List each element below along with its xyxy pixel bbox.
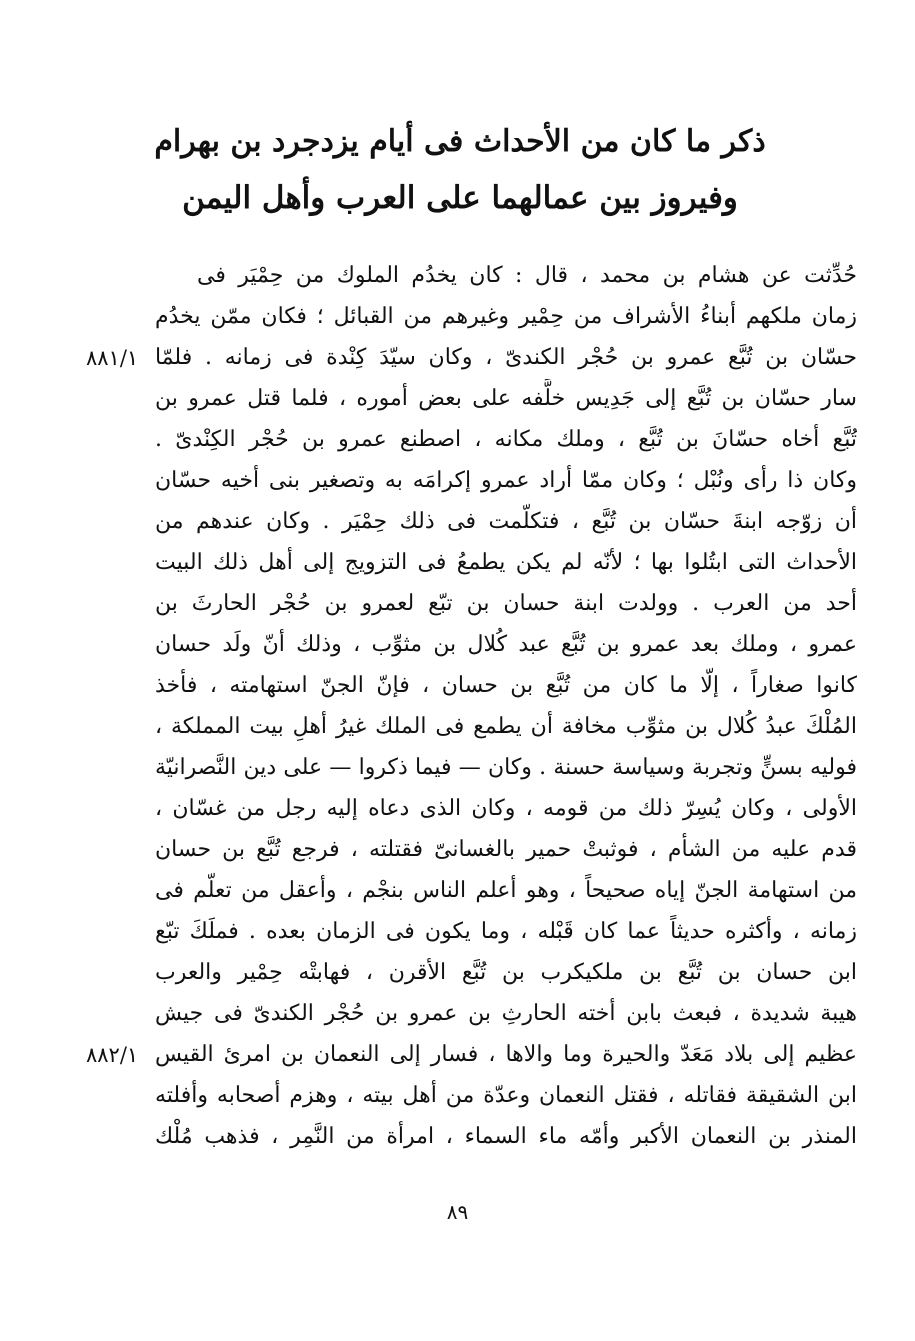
- text-line: حسّان بن تُبَّع عمرو بن حُجْر الكندىّ ، وكان سيّدَ كِنْدة فى زمانه . فلمّا: [155, 345, 857, 370]
- text-line: المُلْكَ عبدُ كُلال بن مثوِّب مخافة أن يطمع فى الملك غيرُ أهلِ بيت المملكة ،: [155, 714, 857, 739]
- text-line: المنذر بن النعمان الأكبر وأمّه ماء السماء ، امرأة من النَّمِر ، فذهب مُلْك: [155, 1124, 857, 1149]
- text-line: ابن الشقيقة فقاتله ، فقتل النعمان وعدّة من أهل بيته ، وهزم أصحابه وأفلته: [155, 1083, 857, 1108]
- text-line: هيبة شديدة ، فبعث بابن أخته الحارثِ بن عمرو بن حُجْر الكندىّ فى جيش: [155, 1001, 857, 1026]
- margin-reference: ٨٨٢/١: [86, 1043, 139, 1067]
- text-line: كانوا صغاراً ، إلّا ما كان من تُبَّع بن حسان ، فإنّ الجنّ استهامته ، فأخذ: [155, 673, 857, 698]
- text-line: عمرو ، وملك بعد عمرو بن تُبَّع عبد كُلال بن مثوِّب ، وذلك أنّ ولَد حسان: [155, 632, 857, 657]
- text-line: عظيم إلى بلاد مَعَدّ والحيرة وما والاها ، فسار إلى النعمان بن امرئ القيس: [155, 1042, 857, 1067]
- chapter-heading-line-2: وفيروز بين عمالهما على العرب وأهل اليمن: [182, 180, 738, 216]
- text-line: زمان ملكهم أبناءُ الأشراف من حِمْير وغيرهم من القبائل ؛ فكان ممّن يخدُم: [155, 304, 857, 329]
- text-line: قدم عليه من الشأم ، فوثبتْ حمير بالغسانىّ فقتلته ، فرجع تُبَّع بن حسان: [155, 837, 857, 862]
- text-line: زمانه ، وأكثره حديثاً عما كان قَبْله ، وما يكون فى الزمان بعده . فملَكَ تبّع: [155, 919, 857, 944]
- text-line: ابن حسان بن تُبَّع بن ملكيكرب بن تُبَّع الأقرن ، فهابتْه حِمْير والعرب: [155, 960, 857, 985]
- text-line: أحد من العرب . وولدت ابنة حسان بن تبّع لعمرو بن حُجْر الحارثَ بن: [155, 591, 857, 616]
- text-line: من استهامة الجنّ إياه صحيحاً ، وهو أعلم الناس بنجْم ، وأعقل من تعلّم فى: [155, 878, 857, 903]
- text-line: وكان ذا رأى ونُبْل ؛ وكان ممّا أراد عمرو إكرامَه به وتصغير بنى أخيه حسّان: [155, 468, 857, 493]
- text-line: تُبَّع أخاه حسّانَ بن تُبَّع ، وملك مكانه ، اصطنع عمرو بن حُجْر الكِنْدىّ .: [155, 427, 857, 452]
- text-line: الأولى ، وكان يُسِرّ ذلك من قومه ، وكان الذى دعاه إليه رجل من غسّان ،: [155, 796, 857, 821]
- text-line: الأحداث التى ابتُلوا بها ؛ لأنّه لم يكن يطمعُ فى التزويج إلى أهل ذلك البيت: [155, 550, 857, 575]
- margin-reference: ٨٨١/١: [86, 346, 139, 370]
- page-number: ٨٩: [446, 1200, 469, 1224]
- text-line: سار حسّان بن تُبَّع إلى جَدِيس خلَّفه على بعض أموره ، فلما قتل عمرو بن: [155, 386, 857, 411]
- text-line: أن زوّجه ابنةَ حسّان بن تُبَّع ، فتكلّمت فى ذلك حِمْيَر . وكان عندهم من: [155, 509, 857, 534]
- text-line: حُدِّثت عن هشام بن محمد ، قال : كان يخدُم الملوك من حِمْيَر فى: [197, 263, 857, 288]
- chapter-heading-line-1: ذكر ما كان من الأحداث فى أيام يزدجرد بن بهرام: [154, 124, 766, 159]
- text-line: فوليه بسنٍّ وتجربة وسياسة حسنة . وكان — فيما ذكروا — على دين النَّصرانيّة: [155, 755, 857, 780]
